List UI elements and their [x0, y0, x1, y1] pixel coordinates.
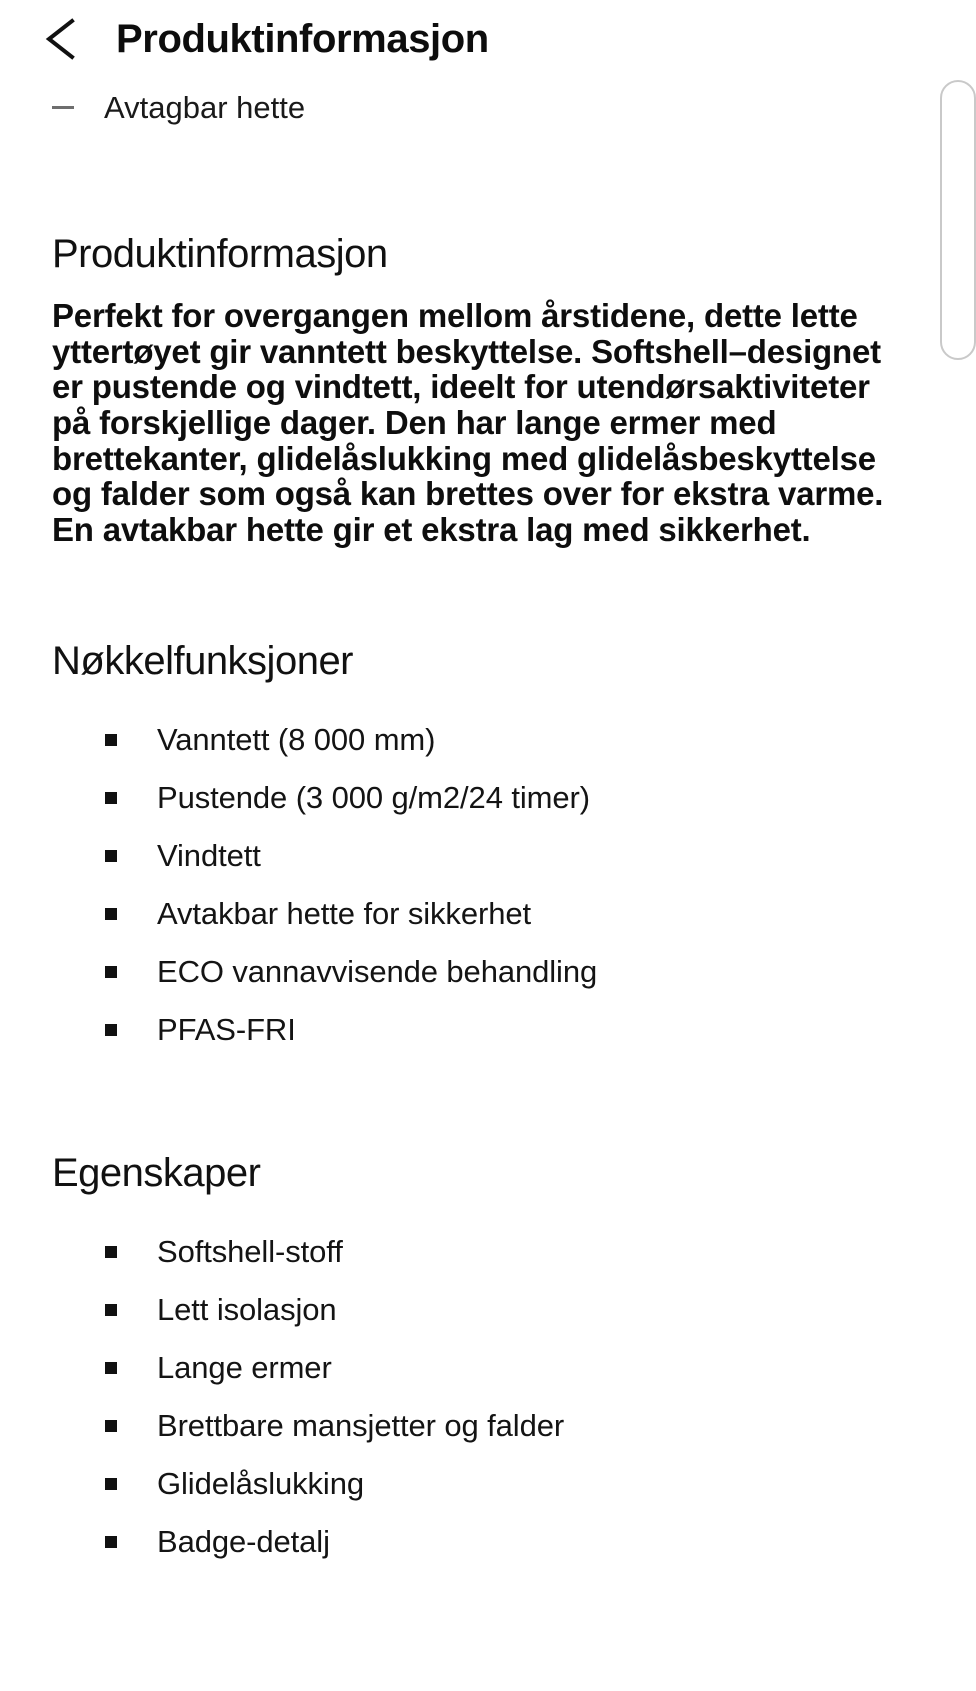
square-bullet-icon: [105, 1420, 117, 1432]
list-item: [52, 885, 908, 943]
list-item: [52, 711, 908, 769]
list-item-label: PFAS-FRI: [157, 1012, 296, 1048]
dash-bullet-icon: [52, 106, 74, 109]
list-item: [52, 1281, 908, 1339]
list-item: [52, 769, 908, 827]
product-description-paragraph: Perfekt for overgangen mellom årstidene, dette lette yttertøyet gir vanntett beskyttelse. Softshell–designet er pustende og vindtett, ideelt for utendørsaktiviteter på forskjellige dager. Den har lange ermer med brettekanter, glidelåslukking med glidelåsbeskyttelse og falder som også kan brettes over for ekstra varme. En avtakbar hette gir et ekstra lag med sikkerhet.: [52, 297, 884, 548]
list-item-label: Avtakbar hette for sikkerhet: [157, 896, 531, 932]
list-item: [52, 1339, 908, 1397]
square-bullet-icon: [105, 1478, 117, 1490]
square-bullet-icon: [105, 908, 117, 920]
chevron-left-icon: [43, 18, 77, 60]
properties-section: [0, 1151, 960, 1571]
square-bullet-icon: [105, 792, 117, 804]
app-header: [0, 0, 960, 78]
square-bullet-icon: [105, 1024, 117, 1036]
key-features-section: [0, 639, 960, 1059]
list-item: [52, 1001, 908, 1059]
list-item-label: Vindtett: [157, 838, 261, 874]
section-title-properties: Egenskaper: [52, 1151, 261, 1196]
list-item-label: Lange ermer: [157, 1350, 332, 1386]
list-item: [52, 1455, 908, 1513]
list-item-label: Brettbare mansjetter og falder: [157, 1408, 565, 1444]
list-item-label: Pustende (3 000 g/m2/24 timer): [157, 780, 590, 816]
clipped-list-item: [0, 80, 960, 136]
square-bullet-icon: [105, 1362, 117, 1374]
list-item-label: Badge-detalj: [157, 1524, 330, 1560]
back-button[interactable]: [28, 7, 92, 71]
list-item: [52, 1223, 908, 1281]
list-item-label: Lett isolasjon: [157, 1292, 337, 1328]
section-title-product-information: Produktinformasjon: [52, 232, 388, 276]
square-bullet-icon: [105, 1536, 117, 1548]
list-item-label: ECO vannavvisende behandling: [157, 954, 598, 990]
square-bullet-icon: [105, 850, 117, 862]
list-item: [52, 943, 908, 1001]
square-bullet-icon: [105, 1304, 117, 1316]
section-title-key-features: Nøkkelfunksjoner: [52, 639, 354, 684]
product-information-section: [0, 232, 960, 547]
page-title: Produktinformasjon: [116, 17, 489, 61]
clipped-list-item-label: Avtagbar hette: [104, 90, 306, 125]
list-item: [52, 1513, 908, 1571]
properties-list: [52, 1223, 908, 1571]
list-item-label: Softshell-stoff: [157, 1234, 343, 1270]
list-item: [52, 827, 908, 885]
key-features-list: [52, 711, 908, 1059]
square-bullet-icon: [105, 1246, 117, 1258]
square-bullet-icon: [105, 734, 117, 746]
square-bullet-icon: [105, 966, 117, 978]
list-item-label: Vanntett (8 000 mm): [157, 722, 436, 758]
list-item-label: Glidelåslukking: [157, 1466, 364, 1502]
vertical-scrollbar[interactable]: [940, 80, 976, 360]
list-item: [52, 1397, 908, 1455]
